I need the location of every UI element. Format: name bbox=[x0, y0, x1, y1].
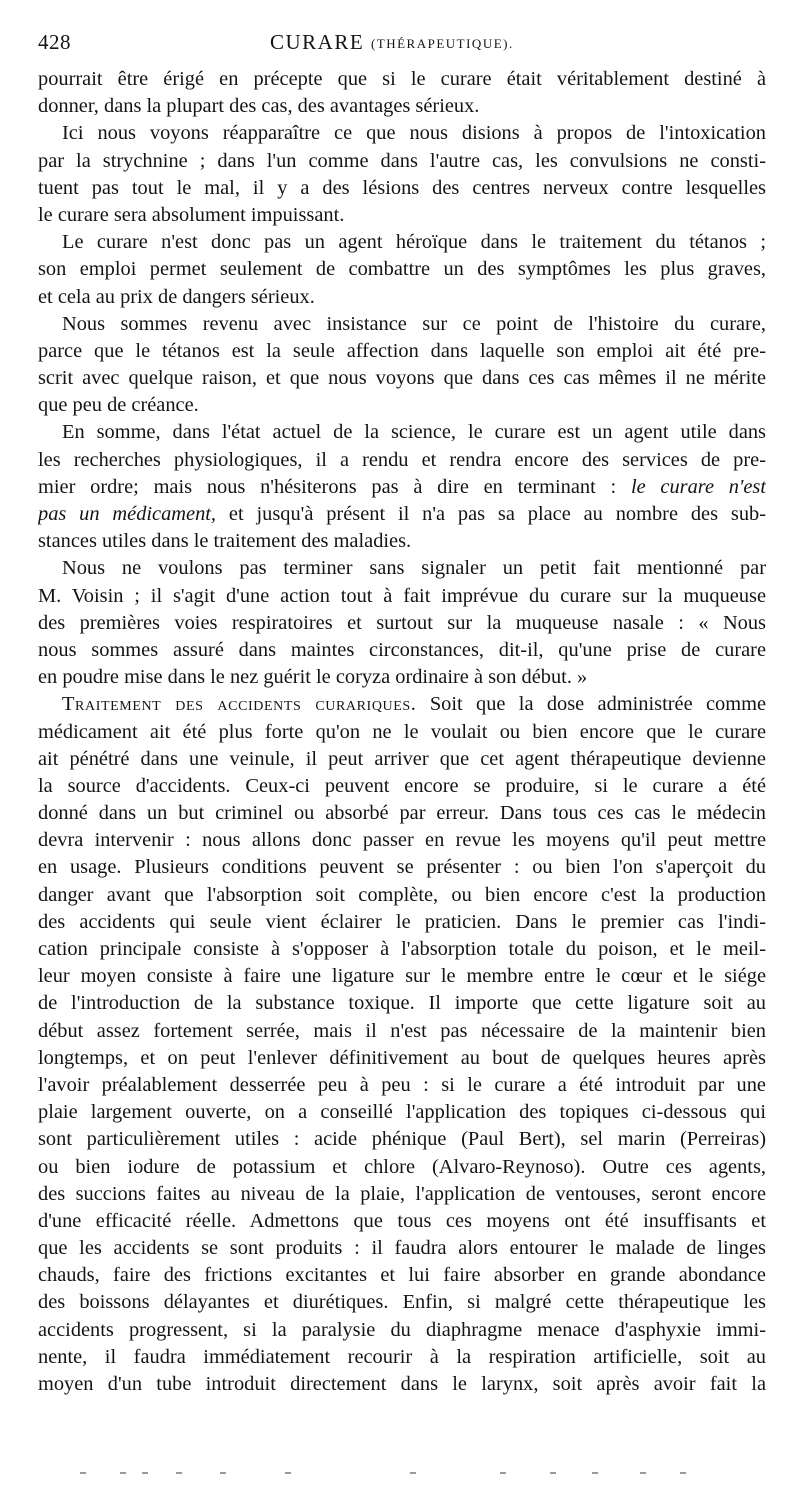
page-number: 428 bbox=[38, 30, 71, 54]
running-head bbox=[38, 30, 768, 58]
text-line: pourrait être érigé en précepte que si le curare était véritablement destiné à bbox=[38, 68, 766, 90]
text-line: longtemps, et on peut l'enlever définitivement au bout de quelques heures après bbox=[38, 1046, 766, 1069]
scan-speck bbox=[550, 1472, 556, 1474]
text-line: sont particulièrement utiles : acide phénique (Paul Bert), sel marin (Perreiras) bbox=[38, 1128, 766, 1151]
text-line: ait pénétré dans une veinule, il peut arriver que cet agent thérapeutique devienne bbox=[38, 747, 766, 770]
text-line: moyen d'un tube introduit directement dans le larynx, soit après avoir fait la bbox=[38, 1373, 766, 1395]
text-line: nente, il faudra immédiatement recourir à la respiration artificielle, soit au bbox=[38, 1345, 766, 1368]
body-text bbox=[38, 66, 766, 1398]
scan-artifacts bbox=[80, 1472, 720, 1478]
scan-speck bbox=[285, 1472, 291, 1474]
text-line: par la strychnine ; dans l'un comme dans l'autre cas, les convulsions ne consti- bbox=[38, 149, 766, 172]
running-title-main: CURARE bbox=[270, 30, 365, 54]
scan-speck bbox=[142, 1472, 148, 1474]
text-line: en usage. Plusieurs conditions peuvent se présenter : ou bien l'on s'aperçoit du bbox=[38, 856, 766, 879]
text-line: Traitement des accidents curariques. Soit que la dose administrée comme bbox=[62, 693, 766, 716]
text-line: tuent pas tout le mal, il y a des lésions des centres nerveux contre lesquelles bbox=[38, 176, 766, 199]
section-heading: Traitement des accidents curariques. bbox=[62, 693, 417, 716]
text-line: cation principale consiste à s'opposer à l'absorption totale du poison, et le meil- bbox=[38, 938, 766, 960]
scan-speck bbox=[640, 1472, 646, 1474]
text-line: début assez fortement serrée, mais il n'est pas nécessaire de la maintenir bien bbox=[38, 1019, 766, 1042]
text-line: que les accidents se sont produits : il faudra alors entourer le malade de linges bbox=[38, 1237, 766, 1260]
scan-speck bbox=[120, 1472, 126, 1474]
text-line: Ici nous voyons réapparaître ce que nous disions à propos de l'intoxication bbox=[62, 122, 766, 145]
scan-speck bbox=[220, 1472, 226, 1474]
text-line: que peu de créance. bbox=[38, 394, 199, 417]
running-title bbox=[270, 30, 514, 55]
scan-speck bbox=[176, 1472, 182, 1474]
text-line: devra intervenir : nous allons donc passer en revue les moyens qu'il peut mettre bbox=[38, 829, 766, 852]
italic-phrase: pas un médicament, bbox=[38, 503, 217, 525]
text-line: scrit avec quelque raison, et que nous voyons que dans ces cas mêmes il ne mérite bbox=[38, 367, 766, 390]
text-line: en poudre mise dans le nez guérit le coryza ordinaire à son début. » bbox=[38, 666, 588, 689]
text-line: des succions faites au niveau de la plaie, l'application de ventouses, seront encore bbox=[38, 1182, 766, 1205]
scan-speck bbox=[410, 1472, 416, 1474]
text-line: Nous sommes revenu avec insistance sur ce point de l'histoire du curare, bbox=[62, 312, 766, 335]
italic-phrase: le curare n'est bbox=[630, 475, 766, 498]
text-line: plaie largement ouverte, on a conseillé l'application des topiques ci-dessous qui bbox=[38, 1101, 766, 1124]
text-line: danger avant que l'absorption soit complète, ou bien encore c'est la production bbox=[38, 883, 766, 906]
text-line: la source d'accidents. Ceux-ci peuvent encore se produire, si le curare a été bbox=[38, 774, 766, 797]
text-line: Nous ne voulons pas terminer sans signaler un petit fait mentionné par bbox=[62, 557, 766, 580]
text-line: donner, dans la plupart des cas, des avantages sérieux. bbox=[38, 95, 480, 118]
text-line: parce que le tétanos est la seule affection dans laquelle son emploi ait été pre- bbox=[38, 339, 766, 362]
text-line: et cela au prix de dangers sérieux. bbox=[38, 285, 315, 308]
text-line: des boissons délayantes et diurétiques. Enfin, si malgré cette thérapeutique les bbox=[38, 1291, 766, 1314]
text-line: médicament ait été plus forte qu'on ne le voulait ou bien encore que le curare bbox=[38, 720, 766, 743]
scan-speck bbox=[680, 1472, 686, 1474]
text-line: Le curare n'est donc pas un agent héroïque dans le traitement du tétanos ; bbox=[62, 231, 766, 254]
scan-speck bbox=[592, 1472, 598, 1474]
text-line: accidents progressent, si la paralysie du diaphragme menace d'asphyxie immi- bbox=[38, 1318, 766, 1341]
scan-speck bbox=[80, 1472, 86, 1474]
text-line: des premières voies respiratoires et surtout sur la muqueuse nasale : « Nous bbox=[38, 611, 766, 634]
text-line: leur moyen consiste à faire une ligature sur le membre entre le cœur et le siége bbox=[38, 965, 766, 988]
scan-speck bbox=[500, 1472, 506, 1474]
text-line: En somme, dans l'état actuel de la science, le curare est un agent utile dans bbox=[62, 421, 766, 444]
text-line: ou bien iodure de potassium et chlore (Alvaro-Reynoso). Outre ces agents, bbox=[38, 1155, 766, 1178]
text-line: stances utiles dans le traitement des maladies. bbox=[38, 530, 412, 553]
text-line: donné dans un but criminel ou absorbé par erreur. Dans tous ces cas le médecin bbox=[38, 802, 766, 825]
running-title-subtitle: (THÉRAPEUTIQUE). bbox=[370, 36, 514, 51]
text-line: son emploi permet seulement de combattre un des symptômes les plus graves, bbox=[38, 258, 766, 281]
text-line: des accidents qui seule vient éclairer le praticien. Dans le premier cas l'indi- bbox=[38, 910, 766, 933]
text-line: l'avoir préalablement desserrée peu à peu : si le curare a été introduit par une bbox=[38, 1073, 766, 1096]
text-line: M. Voisin ; il s'agit d'une action tout à fait imprévue du curare sur la muqueuse bbox=[38, 584, 766, 607]
text-line: pas un médicament, et jusqu'à présent il n'a pas sa place au nombre des sub- bbox=[38, 503, 766, 525]
text-line: de l'introduction de la substance toxique. Il importe que cette ligature soit au bbox=[38, 992, 766, 1015]
text-line: le curare sera absolument impuissant. bbox=[38, 203, 345, 226]
text-line: chauds, faire des frictions excitantes et lui faire absorber en grande abondance bbox=[38, 1264, 766, 1287]
text-line: nous sommes assuré dans maintes circonstances, dit-il, qu'une prise de curare bbox=[38, 638, 766, 661]
text-line: d'une efficacité réelle. Admettons que tous ces moyens ont été insuffisants et bbox=[38, 1209, 766, 1232]
text-line: les recherches physiologiques, il a rendu et rendra encore des services de pre- bbox=[38, 448, 766, 471]
text-line: mier ordre; mais nous n'hésiterons pas à dire en terminant : le curare n'est bbox=[38, 475, 766, 498]
